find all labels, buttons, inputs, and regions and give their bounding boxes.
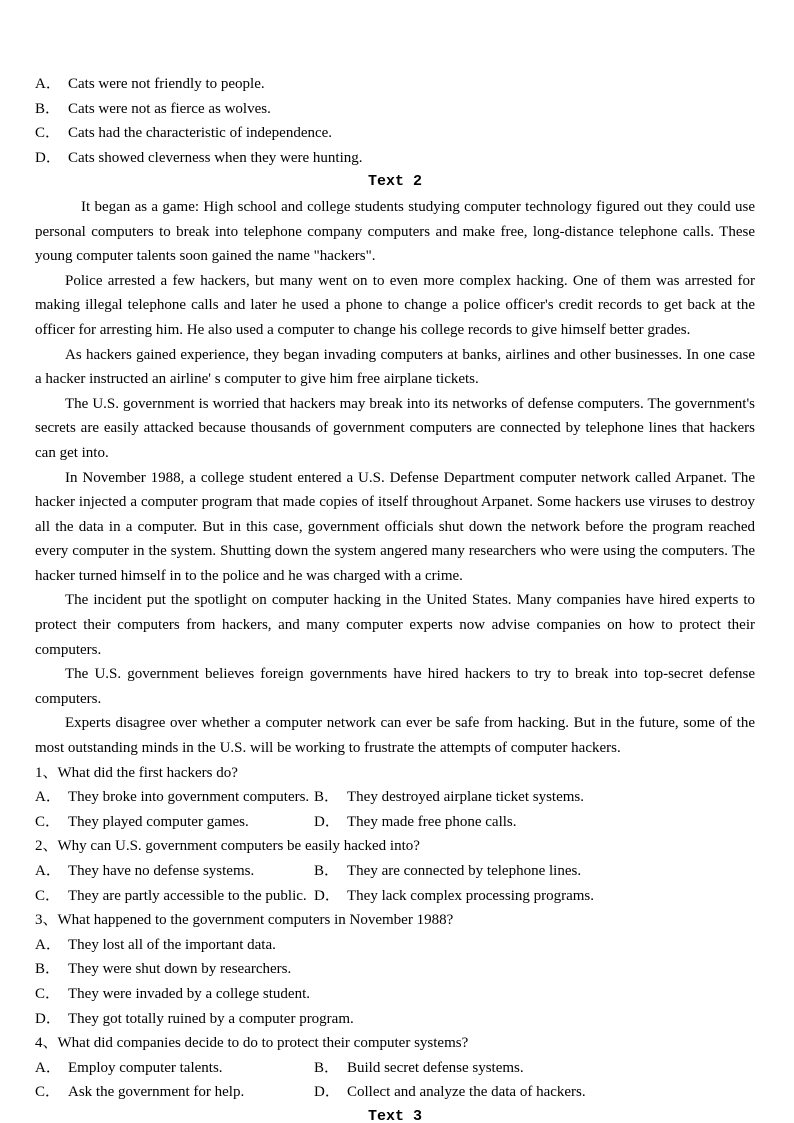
question-stem — [35, 761, 755, 786]
option-letter: B． — [314, 789, 340, 806]
option-text: They broke into government computers. — [68, 789, 310, 806]
option-text: They lack complex processing programs. — [347, 887, 595, 904]
option-letter: D． — [35, 1010, 61, 1027]
option-text: Employ computer talents. — [68, 1059, 223, 1076]
option-letter: D． — [314, 813, 340, 830]
option-text: Collect and analyze the data of hackers. — [347, 1084, 586, 1101]
option-text: They destroyed airplane ticket systems. — [347, 789, 585, 806]
option-b — [314, 859, 755, 884]
option-letter: A． — [35, 789, 61, 806]
option-text: They got totally ruined by a computer program. — [68, 1010, 354, 1027]
option-text: Cats showed cleverness when they were hunting. — [68, 149, 363, 166]
passage-paragraph: Experts disagree over whether a computer network can ever be safe from hacking. But in the future, some of the most outstanding minds in the U.S. will be working to frustrate the attempts of computer hackers. — [35, 715, 755, 757]
option-c — [35, 1080, 314, 1105]
question-stem — [35, 834, 755, 859]
question-options — [35, 1056, 755, 1105]
question-text: What did the first hackers do? — [57, 764, 238, 781]
option-letter: B． — [35, 100, 61, 117]
option-b — [35, 957, 755, 982]
option-d — [314, 810, 755, 835]
option-text: They are partly accessible to the public. — [68, 887, 307, 904]
option-a — [35, 785, 314, 810]
option-letter: B． — [314, 1059, 340, 1076]
option-letter: C． — [35, 985, 61, 1002]
prev-option-d — [35, 146, 755, 171]
option-letter: D． — [314, 1084, 340, 1101]
passage-paragraph: It began as a game: High school and college students studying computer technology figured out they could use personal computers to break into telephone company computers and make free, long-distance telephone calls. These young computer talents soon gained the name "hackers". — [35, 198, 755, 265]
option-letter: A． — [35, 76, 61, 92]
option-letter: C． — [35, 813, 61, 830]
option-c — [35, 810, 314, 835]
option-d — [314, 1080, 755, 1105]
question-options — [35, 785, 755, 834]
option-text: They were invaded by a college student. — [68, 985, 310, 1002]
question-options — [35, 859, 755, 908]
question-text: What happened to the government computers in November 1988? — [57, 912, 454, 929]
question-number: 2、 — [35, 838, 58, 855]
option-letter: A． — [35, 1059, 61, 1076]
option-a — [35, 933, 755, 958]
passage-paragraph: The U.S. government is worried that hackers may break into its networks of defense computers. The government's secrets are easily attacked because thousands of government computers are connected by telephone lines that hackers can get into. — [35, 395, 755, 461]
question-stem — [35, 1031, 755, 1056]
option-text: Cats were not friendly to people. — [68, 76, 265, 92]
question-stem — [35, 908, 755, 933]
option-letter: B． — [314, 863, 340, 879]
option-b — [314, 1056, 755, 1081]
option-text: They lost all of the important data. — [68, 936, 276, 953]
question-3 — [35, 908, 755, 1031]
previous-question-options — [35, 72, 755, 170]
option-letter: C． — [35, 1084, 61, 1101]
question-1 — [35, 761, 755, 835]
option-d — [35, 1007, 755, 1032]
option-text: They have no defense systems. — [68, 863, 255, 879]
question-number: 1、 — [35, 764, 58, 781]
option-letter: C． — [35, 887, 61, 904]
text2-heading: Text 2 — [367, 173, 422, 191]
question-options — [35, 933, 755, 1031]
question-number: 3、 — [35, 912, 58, 929]
option-text: They were shut down by researchers. — [68, 961, 292, 978]
option-letter: D． — [35, 149, 61, 166]
option-text: Ask the government for help. — [68, 1084, 245, 1101]
option-text: They made free phone calls. — [347, 813, 517, 830]
option-b — [314, 785, 755, 810]
option-letter: A． — [35, 936, 61, 953]
option-letter: A． — [35, 863, 61, 879]
prev-option-c — [35, 121, 755, 146]
question-number: 4、 — [35, 1035, 58, 1052]
passage-paragraph: The U.S. government believes foreign governments have hired hackers to try to break into top-secret defense computers. — [35, 666, 755, 707]
option-letter: B． — [35, 961, 61, 978]
option-c — [35, 884, 314, 909]
option-text: Cats had the characteristic of independence. — [68, 125, 333, 142]
prev-option-a — [35, 72, 755, 97]
question-text: Why can U.S. government computers be easily hacked into? — [57, 838, 420, 855]
passage-paragraph: In November 1988, a college student entered a U.S. Defense Department computer network called Arpanet. The hacker injected a computer program that made copies of itself throughout Arpanet. Some hackers use viruses to destroy all the data in a computer. But in this case, government officials shut down the network before the program reached every computer in the system. Shutting down the system angered many researchers who were using the computers. The hacker turned himself in to the police and he was charged with a crime. — [35, 469, 755, 584]
text2-passage — [35, 195, 755, 761]
option-text: Cats were not as fierce as wolves. — [68, 100, 271, 117]
prev-option-b — [35, 97, 755, 122]
option-letter: D． — [314, 887, 340, 904]
text3-heading: Text 3 — [367, 1107, 422, 1123]
option-text: Build secret defense systems. — [347, 1059, 524, 1076]
question-2 — [35, 834, 755, 908]
option-text: They played computer games. — [68, 813, 249, 830]
option-a — [35, 1056, 314, 1081]
option-letter: C． — [35, 125, 61, 142]
passage-paragraph: As hackers gained experience, they began invading computers at banks, airlines and other businesses. In one case a hacker instructed an airline' s computer to give him free airplane tickets. — [35, 346, 755, 388]
option-text: They are connected by telephone lines. — [347, 863, 582, 879]
option-c — [35, 982, 755, 1007]
passage-paragraph: Police arrested a few hackers, but many went on to even more complex hacking. One of them was arrested for making illegal telephone calls and later he used a phone to change a police officer's credit records to get back at the officer for arresting him. He also used a computer to change his college records to give himself better grades. — [35, 272, 755, 338]
question-4 — [35, 1031, 755, 1105]
option-d — [314, 884, 755, 909]
passage-paragraph: The incident put the spotlight on computer hacking in the United States. Many companies have hired experts to protect their computers from hackers, and many computer experts now advise companies on how to protect their computers. — [35, 592, 755, 658]
question-text: What did companies decide to do to protect their computer systems? — [57, 1035, 469, 1052]
option-a — [35, 859, 314, 884]
